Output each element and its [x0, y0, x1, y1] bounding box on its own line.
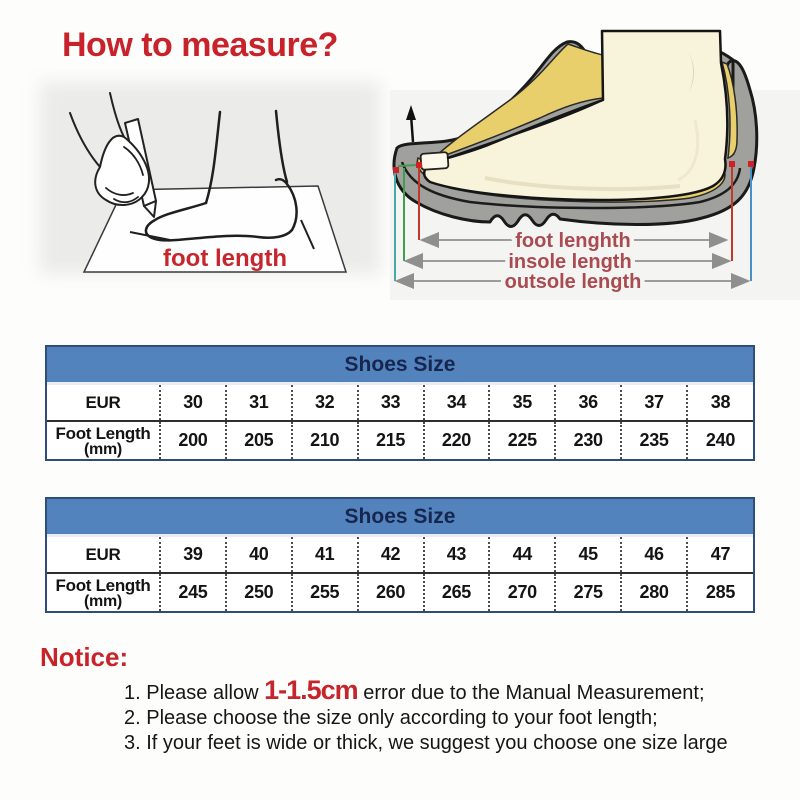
table-cell: 43 — [424, 537, 490, 573]
table-cell: 285 — [687, 573, 753, 611]
table-cell: 34 — [424, 385, 490, 421]
table-1-header: Shoes Size — [47, 347, 753, 385]
table-cell: 46 — [621, 537, 687, 573]
table-cell: 41 — [292, 537, 358, 573]
shoe-diagram — [390, 0, 800, 310]
table-cell: 39 — [160, 537, 226, 573]
table-cell: 42 — [358, 537, 424, 573]
table-cell: 36 — [555, 385, 621, 421]
table-cell: 255 — [292, 573, 358, 611]
table-cell: 260 — [358, 573, 424, 611]
table-cell: 37 — [621, 385, 687, 421]
table-row — [47, 385, 753, 421]
table-2-grid — [47, 537, 753, 611]
table-cell: 240 — [687, 421, 753, 459]
table-cell: 38 — [687, 385, 753, 421]
table-cell: 40 — [226, 537, 292, 573]
table-cell: 35 — [489, 385, 555, 421]
eur-row-label: EUR — [85, 544, 121, 564]
table-cell: 275 — [555, 573, 621, 611]
table-cell: 44 — [489, 537, 555, 573]
table-1-grid — [47, 385, 753, 459]
page-title: How to measure? — [62, 26, 338, 64]
foot-measure-illustration — [30, 85, 390, 315]
size-table-2 — [45, 497, 755, 613]
eur-row-label: EUR — [85, 392, 121, 412]
table-cell: 200 — [160, 421, 226, 459]
size-table-1 — [45, 345, 755, 461]
notice-title: Notice: — [40, 642, 129, 672]
table-cell: 47 — [687, 537, 753, 573]
table-cell: 230 — [555, 421, 621, 459]
table-cell: 30 — [160, 385, 226, 421]
table-cell: 235 — [621, 421, 687, 459]
table-2-header: Shoes Size — [47, 499, 753, 537]
foot-length-dim-label: foot lenghth — [515, 230, 631, 252]
foot-length-label: foot length — [163, 245, 287, 272]
table-cell: 225 — [489, 421, 555, 459]
notice-item-1: 1. Please allow 1-1.5cm error due to the Manual Measurement; — [124, 675, 705, 705]
notice-item-3: 3. If your feet is wide or thick, we suggest you choose one size large — [124, 732, 728, 754]
table-cell: 205 — [226, 421, 292, 459]
table-cell: 265 — [424, 573, 490, 611]
table-cell: 31 — [226, 385, 292, 421]
table-cell: 245 — [160, 573, 226, 611]
table-cell: 32 — [292, 385, 358, 421]
notice-item-2: 2. Please choose the size only according to your foot length; — [124, 707, 658, 729]
table-cell: 220 — [424, 421, 490, 459]
hand-pen-icon — [70, 93, 156, 217]
table-row — [47, 537, 753, 573]
table-cell: 45 — [555, 537, 621, 573]
table-cell: 210 — [292, 421, 358, 459]
toe-cap — [420, 152, 448, 170]
table-row — [47, 573, 753, 611]
error-range-highlight: 1-1.5cm — [264, 675, 358, 705]
foot-length-row-label: Foot Length (mm) — [47, 573, 160, 611]
table-cell: 33 — [358, 385, 424, 421]
table-row — [47, 421, 753, 459]
table-cell: 215 — [358, 421, 424, 459]
table-cell: 270 — [489, 573, 555, 611]
insole-length-dim-label: insole length — [508, 251, 632, 273]
notice-list — [124, 675, 764, 756]
table-cell: 250 — [226, 573, 292, 611]
table-cell: 280 — [621, 573, 687, 611]
foot-length-row-label: Foot Length (mm) — [47, 421, 160, 459]
outsole-length-dim-label: outsole length — [504, 271, 642, 293]
